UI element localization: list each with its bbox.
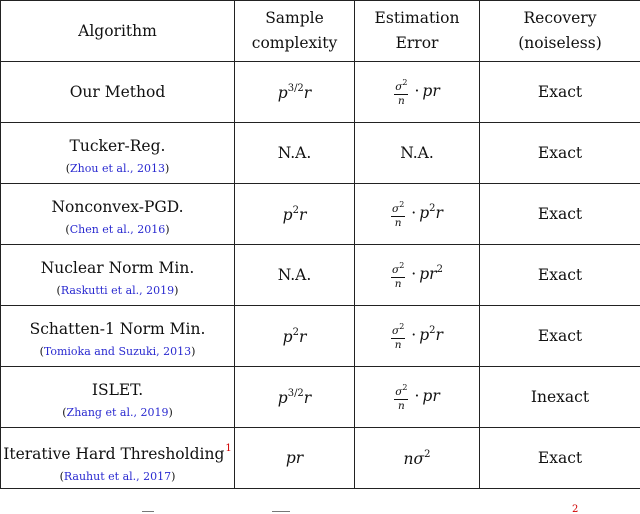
algorithm-cell — [1, 245, 235, 306]
sample-complexity-cell: N.A. — [235, 245, 355, 306]
table-row — [1, 306, 640, 367]
citation-link[interactable]: (Chen et al., 2016) — [65, 223, 170, 236]
citation-link[interactable]: (Raskutti et al., 2019) — [56, 284, 179, 297]
estimation-error-cell: $\frac{\sigma^2}{n}$ · $pr^2$ — [355, 245, 480, 306]
estimation-error-cell: $\frac{\sigma^2}{n}$ · pr — [355, 367, 480, 428]
recovery-cell: Exact — [480, 306, 640, 367]
table-row — [1, 245, 640, 306]
algorithm-cell — [1, 123, 235, 184]
estimation-error-cell: $\frac{\sigma^2}{n}$ · pr — [355, 62, 480, 123]
header-recovery: Recovery (noiseless) — [480, 1, 640, 62]
table-row — [1, 123, 640, 184]
algorithm-cell — [1, 428, 235, 489]
estimation-error-cell: $\frac{\sigma^2}{n}$ · $p^2r$ — [355, 306, 480, 367]
sample-complexity-cell: $p^{3/2}r$ — [235, 62, 355, 123]
algorithm-cell — [1, 367, 235, 428]
estimation-error-cell: $n\sigma^2$ — [355, 428, 480, 489]
cropped-caption-line — [0, 504, 640, 514]
cropped-text-fragment — [272, 511, 290, 512]
header-sample-complexity: Sample complexity — [235, 1, 355, 62]
estimation-error-cell: N.A. — [355, 123, 480, 184]
sample-complexity-cell: $p^2r$ — [235, 306, 355, 367]
algorithm-name: ISLET. — [91, 381, 144, 399]
sample-complexity-cell: N.A. — [235, 123, 355, 184]
algorithm-name: Tucker-Reg. — [69, 137, 166, 155]
algorithm-cell — [1, 306, 235, 367]
header-estimation-error: Estimation Error — [355, 1, 480, 62]
algorithm-cell — [1, 184, 235, 245]
table-row — [1, 428, 640, 489]
recovery-cell: Exact — [480, 62, 640, 123]
recovery-cell: Exact — [480, 123, 640, 184]
header-row — [1, 1, 640, 62]
algorithm-name: Schatten-1 Norm Min. — [29, 320, 206, 338]
footnote-marker: 2 — [572, 504, 579, 514]
algorithm-cell — [1, 62, 235, 123]
sample-complexity-cell: $p^2r$ — [235, 184, 355, 245]
recovery-cell: Exact — [480, 184, 640, 245]
sample-complexity-cell: pr — [235, 428, 355, 489]
algorithm-name: Nonconvex-PGD. — [51, 198, 184, 216]
citation-link[interactable]: (Tomioka and Suzuki, 2013) — [39, 345, 196, 358]
citation-link[interactable]: (Rauhut et al., 2017) — [59, 469, 176, 483]
citation-link[interactable]: (Zhang et al., 2019) — [62, 406, 173, 419]
recovery-cell: Exact — [480, 245, 640, 306]
sample-complexity-cell: $p^{3/2}r$ — [235, 367, 355, 428]
algorithm-name: Our Method — [69, 83, 166, 101]
citation-link[interactable]: (Zhou et al., 2013) — [65, 162, 170, 175]
table-row — [1, 184, 640, 245]
header-algorithm: Algorithm — [1, 1, 235, 62]
recovery-cell: Inexact — [480, 367, 640, 428]
algorithm-name: Iterative Hard Thresholding$^1$ — [3, 442, 232, 463]
recovery-cell: Exact — [480, 428, 640, 489]
algorithm-name: Nuclear Norm Min. — [40, 259, 195, 277]
table-row — [1, 62, 640, 123]
cropped-text-fragment — [142, 511, 154, 512]
footnote-marker[interactable]: 1 — [225, 442, 232, 454]
estimation-error-cell: $\frac{\sigma^2}{n}$ · $p^2r$ — [355, 184, 480, 245]
table-row — [1, 367, 640, 428]
